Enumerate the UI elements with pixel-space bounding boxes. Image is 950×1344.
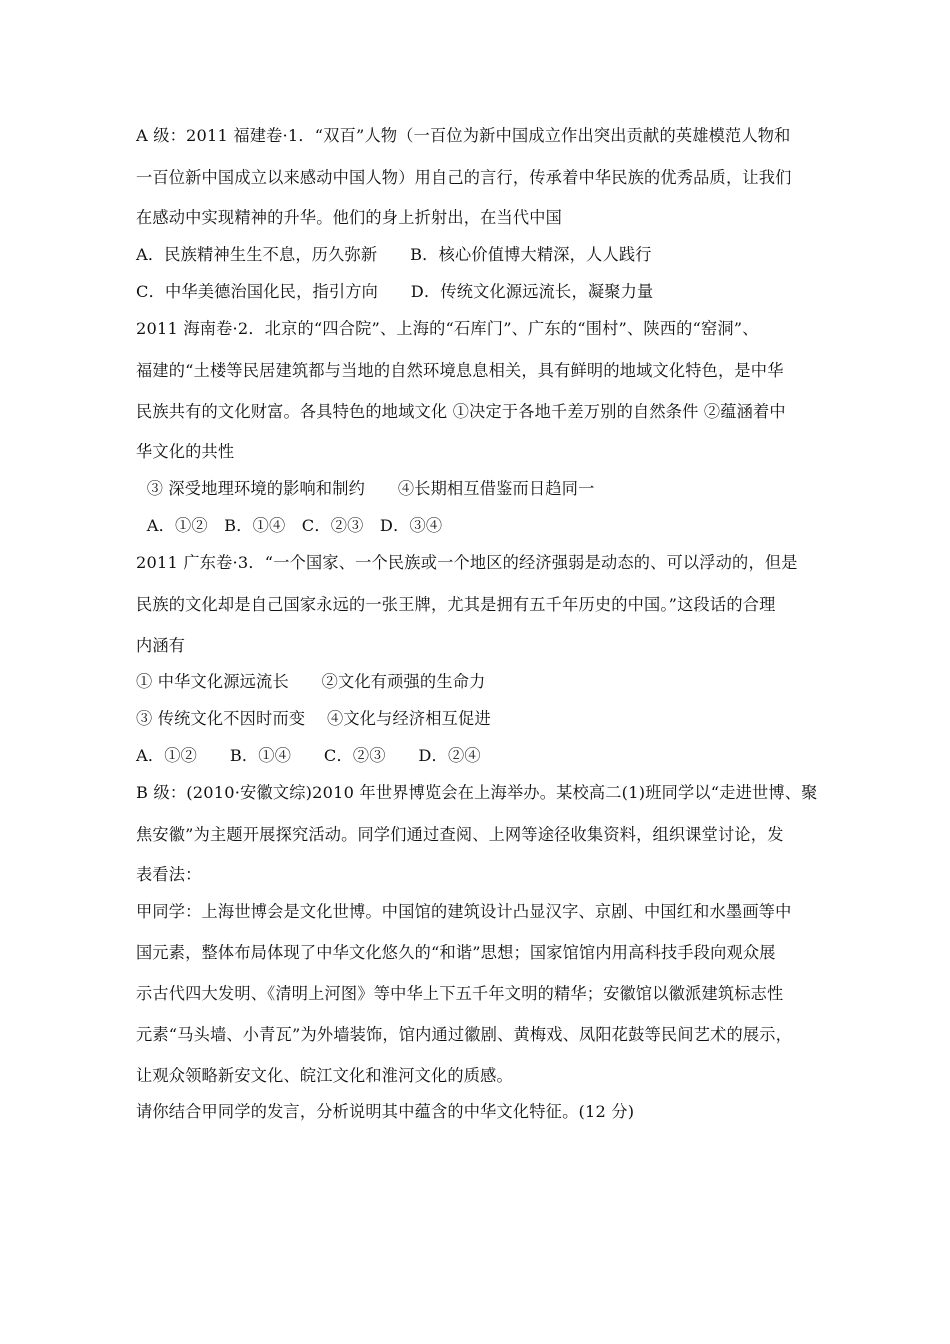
text-line: 民族共有的文化财富。各具特色的地域文化 ①决定于各地千差万别的自然条件 ②蕴涵着中	[136, 402, 786, 421]
text-line: 国元素，整体布局体现了中华文化悠久的“和谐”思想；国家馆馆内用高科技手段向观众展	[136, 943, 776, 962]
text-line: A 级：2011 福建卷·1．“双百”人物（一百位为新中国成立作出突出贡献的英雄模范人物和	[136, 126, 791, 145]
text-line: 在感动中实现精神的升华。他们的身上折射出，在当代中国	[136, 208, 563, 227]
text-line: 请你结合甲同学的发言，分析说明其中蕴含的中华文化特征。(12 分)	[136, 1102, 635, 1121]
text-line: A．①② B．①④ C．②③ D．②④	[136, 746, 481, 765]
text-line: 元素“马头墙、小青瓦”为外墙装饰，馆内通过徽剧、黄梅戏、凤阳花鼓等民间艺术的展示，	[136, 1025, 793, 1044]
text-line: 让观众领略新安文化、皖江文化和淮河文化的质感。	[136, 1066, 513, 1085]
text-line: 福建的“土楼等民居建筑都与当地的自然环境息息相关，具有鲜明的地域文化特色，是中华	[136, 361, 784, 380]
text-line: 民族的文化却是自己国家永远的一张王牌，尤其是拥有五千年历史的中国。”这段话的合理	[136, 595, 776, 614]
text-line: 甲同学：上海世博会是文化世博。中国馆的建筑设计凸显汉字、京剧、中国红和水墨画等中	[136, 902, 792, 921]
text-line: A．民族精神生生不息，历久弥新 B．核心价值博大精深，人人践行	[136, 245, 652, 264]
text-line: C．中华美德治国化民，指引方向 D．传统文化源远流长，凝聚力量	[136, 282, 654, 301]
text-line: A．①② B．①④ C．②③ D．③④	[136, 516, 443, 535]
text-line: B 级：(2010·安徽文综)2010 年世界博览会在上海举办。某校高二(1)班同学以“走进世博、聚	[136, 783, 818, 802]
text-line: ③ 传统文化不因时而变 ④文化与经济相互促进	[136, 709, 491, 728]
text-line: 华文化的共性	[136, 442, 235, 461]
text-line: 表看法：	[136, 865, 202, 884]
text-line: 一百位新中国成立以来感动中国人物）用自己的言行，传承着中华民族的优秀品质，让我们	[136, 168, 792, 187]
text-line: ① 中华文化源远流长 ②文化有顽强的生命力	[136, 672, 486, 691]
text-line: 内涵有	[136, 636, 186, 655]
text-line: 焦安徽”为主题开展探究活动。同学们通过查阅、上网等途径收集资料，组织课堂讨论，发	[136, 825, 784, 844]
text-line: ③ 深受地理环境的影响和制约 ④长期相互借鉴而日趋同一	[136, 479, 595, 498]
text-line: 2011 海南卷·2．北京的“四合院”、上海的“石库门”、广东的“围村”、陕西的“窑洞”、	[136, 319, 759, 338]
text-line: 示古代四大发明、《清明上河图》等中华上下五千年文明的精华；安徽馆以徽派建筑标志性	[136, 984, 784, 1003]
text-line: 2011 广东卷·3．“一个国家、一个民族或一个地区的经济强弱是动态的、可以浮动的，但是	[136, 553, 798, 572]
